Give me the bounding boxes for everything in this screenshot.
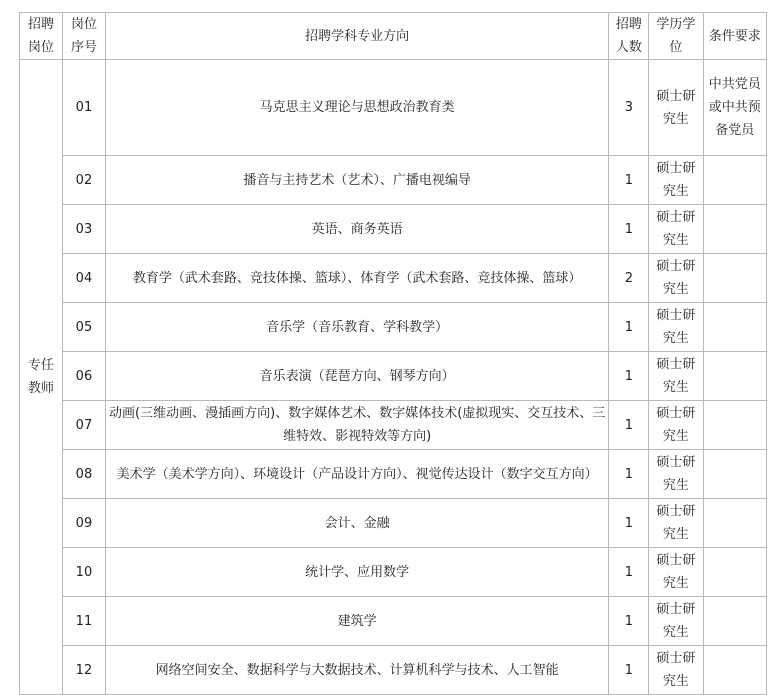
table-row	[20, 401, 767, 450]
cell-education: 硕士研究生	[649, 156, 703, 205]
table-row	[20, 548, 767, 597]
table-row	[20, 352, 767, 401]
cell-major: 音乐表演（琵琶方向、钢琴方向）	[105, 352, 608, 401]
cell-requirement	[703, 303, 766, 352]
header-count: 招聘人数	[609, 13, 649, 60]
cell-major: 动画(三维动画、漫插画方向)、数字媒体艺术、数字媒体技术(虚拟现实、交互技术、三维特效、影视特效等方向)	[105, 401, 608, 450]
cell-requirement	[703, 597, 766, 646]
cell-major: 教育学（武术套路、竞技体操、篮球）、体育学（武术套路、竞技体操、篮球）	[105, 254, 608, 303]
cell-requirement	[703, 205, 766, 254]
cell-education: 硕士研究生	[649, 60, 703, 156]
cell-requirement	[703, 548, 766, 597]
cell-count: 1	[609, 352, 649, 401]
cell-count: 1	[609, 499, 649, 548]
cell-education: 硕士研究生	[649, 450, 703, 499]
cell-seq-no: 06	[62, 352, 105, 401]
table-row	[20, 60, 767, 156]
cell-education: 硕士研究生	[649, 548, 703, 597]
cell-seq-no: 11	[62, 597, 105, 646]
cell-seq-no: 05	[62, 303, 105, 352]
cell-education: 硕士研究生	[649, 646, 703, 695]
cell-major: 美术学（美术学方向）、环境设计（产品设计方向）、视觉传达设计（数字交互方向）	[105, 450, 608, 499]
header-seq-no: 岗位序号	[62, 13, 105, 60]
cell-major: 会计、金融	[105, 499, 608, 548]
cell-seq-no: 04	[62, 254, 105, 303]
cell-education: 硕士研究生	[649, 352, 703, 401]
header-major: 招聘学科专业方向	[105, 13, 608, 60]
cell-education: 硕士研究生	[649, 499, 703, 548]
cell-count: 1	[609, 450, 649, 499]
cell-education: 硕士研究生	[649, 303, 703, 352]
cell-requirement	[703, 499, 766, 548]
cell-count: 1	[609, 303, 649, 352]
cell-major: 建筑学	[105, 597, 608, 646]
cell-education: 硕士研究生	[649, 205, 703, 254]
cell-count: 1	[609, 597, 649, 646]
header-requirement: 条件要求	[703, 13, 766, 60]
table-row	[20, 646, 767, 695]
cell-count: 1	[609, 156, 649, 205]
cell-requirement	[703, 156, 766, 205]
cell-requirement	[703, 646, 766, 695]
cell-major: 英语、商务英语	[105, 205, 608, 254]
table-row	[20, 597, 767, 646]
cell-seq-no: 03	[62, 205, 105, 254]
header-education: 学历学位	[649, 13, 703, 60]
cell-seq-no: 10	[62, 548, 105, 597]
cell-major: 播音与主持艺术（艺术）、广播电视编导	[105, 156, 608, 205]
table-row	[20, 303, 767, 352]
header-position: 招聘岗位	[20, 13, 63, 60]
table-row	[20, 156, 767, 205]
cell-major: 马克思主义理论与思想政治教育类	[105, 60, 608, 156]
cell-count: 1	[609, 205, 649, 254]
cell-seq-no: 02	[62, 156, 105, 205]
cell-education: 硕士研究生	[649, 254, 703, 303]
cell-seq-no: 08	[62, 450, 105, 499]
cell-count: 1	[609, 548, 649, 597]
table-row	[20, 499, 767, 548]
cell-seq-no: 09	[62, 499, 105, 548]
cell-position: 专任教师	[20, 60, 63, 695]
cell-major: 音乐学（音乐教育、学科教学）	[105, 303, 608, 352]
cell-seq-no: 12	[62, 646, 105, 695]
cell-major: 统计学、应用数学	[105, 548, 608, 597]
cell-requirement	[703, 254, 766, 303]
table-row	[20, 450, 767, 499]
cell-count: 1	[609, 646, 649, 695]
recruitment-table	[19, 12, 767, 695]
cell-education: 硕士研究生	[649, 597, 703, 646]
cell-education: 硕士研究生	[649, 401, 703, 450]
cell-requirement	[703, 450, 766, 499]
cell-count: 1	[609, 401, 649, 450]
cell-requirement	[703, 352, 766, 401]
cell-requirement: 中共党员或中共预备党员	[703, 60, 766, 156]
cell-seq-no: 07	[62, 401, 105, 450]
cell-major: 网络空间安全、数据科学与大数据技术、计算机科学与技术、人工智能	[105, 646, 608, 695]
table-row	[20, 205, 767, 254]
cell-count: 3	[609, 60, 649, 156]
cell-seq-no: 01	[62, 60, 105, 156]
header-row	[20, 13, 767, 60]
cell-count: 2	[609, 254, 649, 303]
table-row	[20, 254, 767, 303]
cell-requirement	[703, 401, 766, 450]
